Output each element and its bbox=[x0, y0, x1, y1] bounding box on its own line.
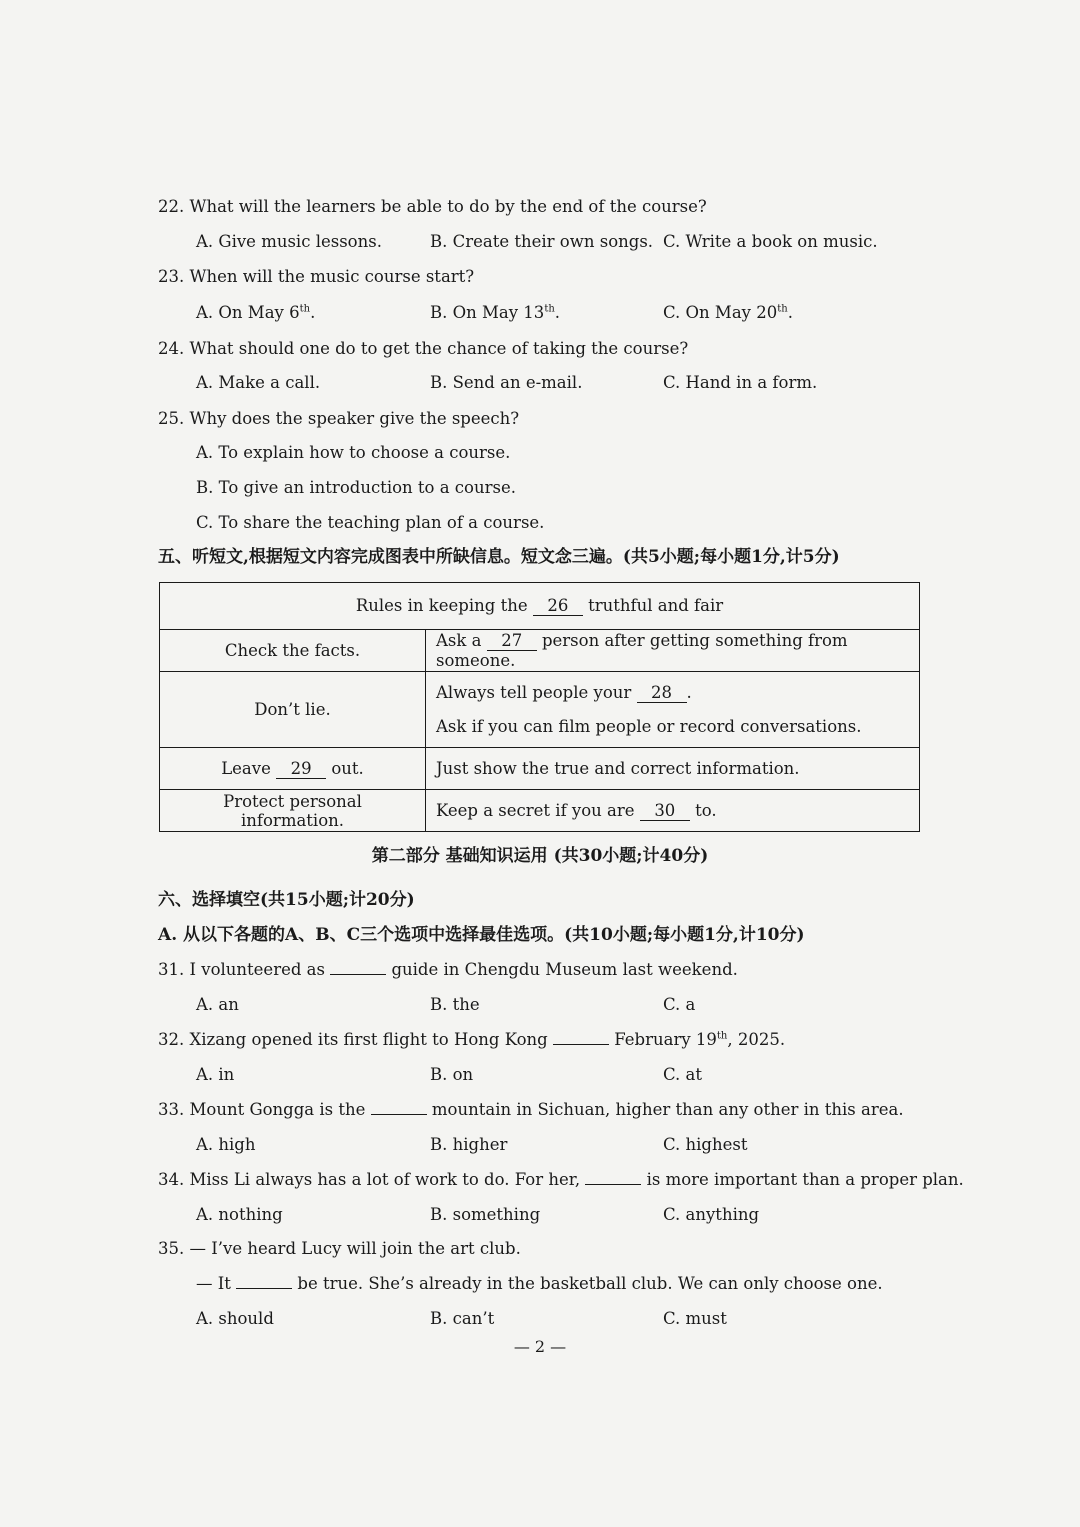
q35-option-a: A. should bbox=[196, 1309, 274, 1328]
q35-option-c: C. must bbox=[663, 1309, 727, 1328]
q31-option-a: A. an bbox=[196, 995, 239, 1014]
blank-27: 27 bbox=[487, 632, 537, 651]
table-row bbox=[160, 790, 920, 832]
table-header-row bbox=[160, 583, 920, 630]
question-24-stem: 24. What should one do to get the chance of taking the course? bbox=[158, 339, 689, 358]
q32-option-c: C. at bbox=[663, 1065, 702, 1084]
question-32-stem: 32. Xizang opened its first flight to Hong Kong February 19th, 2025. bbox=[158, 1030, 786, 1049]
question-22-stem: 22. What will the learners be able to do by the end of the course? bbox=[158, 197, 707, 216]
row4-rule: Protect personal information. bbox=[160, 790, 426, 832]
row3-detail: Just show the true and correct information. bbox=[426, 748, 920, 790]
table-row bbox=[160, 748, 920, 790]
q32-option-b: B. on bbox=[430, 1065, 474, 1084]
q23-option-c: C. On May 20th. bbox=[663, 303, 793, 322]
blank-26: 26 bbox=[533, 597, 583, 616]
blank-29: 29 bbox=[276, 760, 326, 779]
q24-option-c: C. Hand in a form. bbox=[663, 373, 818, 392]
question-34-stem: 34. Miss Li always has a lot of work to do. For her, is more important than a proper plan. bbox=[158, 1170, 964, 1189]
q24-option-b: B. Send an e-mail. bbox=[430, 373, 583, 392]
q22-option-b: B. Create their own songs. bbox=[430, 232, 654, 251]
header-text-end: truthful and fair bbox=[588, 596, 724, 615]
question-31-stem: 31. I volunteered as guide in Chengdu Museum last weekend. bbox=[158, 960, 738, 979]
q23-option-a: A. On May 6th. bbox=[196, 303, 316, 322]
q23-option-b: B. On May 13th. bbox=[430, 303, 561, 322]
answer-blank bbox=[553, 1030, 609, 1045]
table-header-cell bbox=[160, 583, 920, 630]
q24-option-a: A. Make a call. bbox=[196, 373, 321, 392]
q34-option-a: A. nothing bbox=[196, 1205, 283, 1224]
q25-option-b: B. To give an introduction to a course. bbox=[196, 478, 516, 497]
q33-option-b: B. higher bbox=[430, 1135, 508, 1154]
question-33-stem: 33. Mount Gongga is the mountain in Sichuan, higher than any other in this area. bbox=[158, 1100, 904, 1119]
page-number: — 2 — bbox=[513, 1337, 567, 1356]
q22-option-c: C. Write a book on music. bbox=[663, 232, 878, 251]
section-5-title: 五、听短文,根据短文内容完成图表中所缺信息。短文念三遍。(共5小题;每小题1分,计5分) bbox=[158, 547, 840, 567]
q32-option-a: A. in bbox=[196, 1065, 235, 1084]
row1-rule: Check the facts. bbox=[160, 630, 426, 672]
section-6-title: 六、选择填空(共15小题;计20分) bbox=[158, 890, 415, 910]
row2-detail: Always tell people your 28 . Ask if you can film people or record conversations. bbox=[426, 672, 920, 748]
question-25-stem: 25. Why does the speaker give the speech? bbox=[158, 409, 520, 428]
table-row bbox=[160, 630, 920, 672]
header-text: Rules in keeping the bbox=[355, 596, 528, 615]
row2-detail-line2: Ask if you can film people or record conversations. bbox=[436, 716, 862, 736]
q33-option-c: C. highest bbox=[663, 1135, 748, 1154]
answer-blank bbox=[585, 1170, 641, 1185]
table-row bbox=[160, 672, 920, 748]
q25-option-a: A. To explain how to choose a course. bbox=[196, 443, 511, 462]
q31-option-c: C. a bbox=[663, 995, 696, 1014]
question-23-stem: 23. When will the music course start? bbox=[158, 267, 475, 286]
blank-30: 30 bbox=[640, 802, 690, 821]
blank-28: 28 bbox=[637, 684, 687, 703]
row1-detail: Ask a 27 person after getting something from someone. bbox=[426, 630, 920, 672]
q25-option-c: C. To share the teaching plan of a course. bbox=[196, 513, 545, 532]
rules-table bbox=[159, 582, 920, 832]
q34-option-b: B. something bbox=[430, 1205, 541, 1224]
row4-detail: Keep a secret if you are 30 to. bbox=[426, 790, 920, 832]
q33-option-a: A. high bbox=[196, 1135, 256, 1154]
row3-rule: Leave 29 out. bbox=[160, 748, 426, 790]
answer-blank bbox=[371, 1100, 427, 1115]
q22-option-a: A. Give music lessons. bbox=[196, 232, 382, 251]
row2-rule: Don’t lie. bbox=[160, 672, 426, 748]
section-6a-instruction: A. 从以下各题的A、B、C三个选项中选择最佳选项。(共10小题;每小题1分,计10分) bbox=[158, 925, 805, 945]
question-35-stem: 35. — I’ve heard Lucy will join the art club. bbox=[158, 1239, 521, 1258]
q34-option-c: C. anything bbox=[663, 1205, 760, 1224]
question-35-reply: — It be true. She’s already in the basketball club. We can only choose one. bbox=[196, 1274, 883, 1293]
q31-option-b: B. the bbox=[430, 995, 480, 1014]
answer-blank bbox=[330, 960, 386, 975]
answer-blank bbox=[236, 1274, 292, 1289]
part-2-title: 第二部分 基础知识运用 (共30小题;计40分) bbox=[371, 846, 709, 866]
q35-option-b: B. can’t bbox=[430, 1309, 495, 1328]
